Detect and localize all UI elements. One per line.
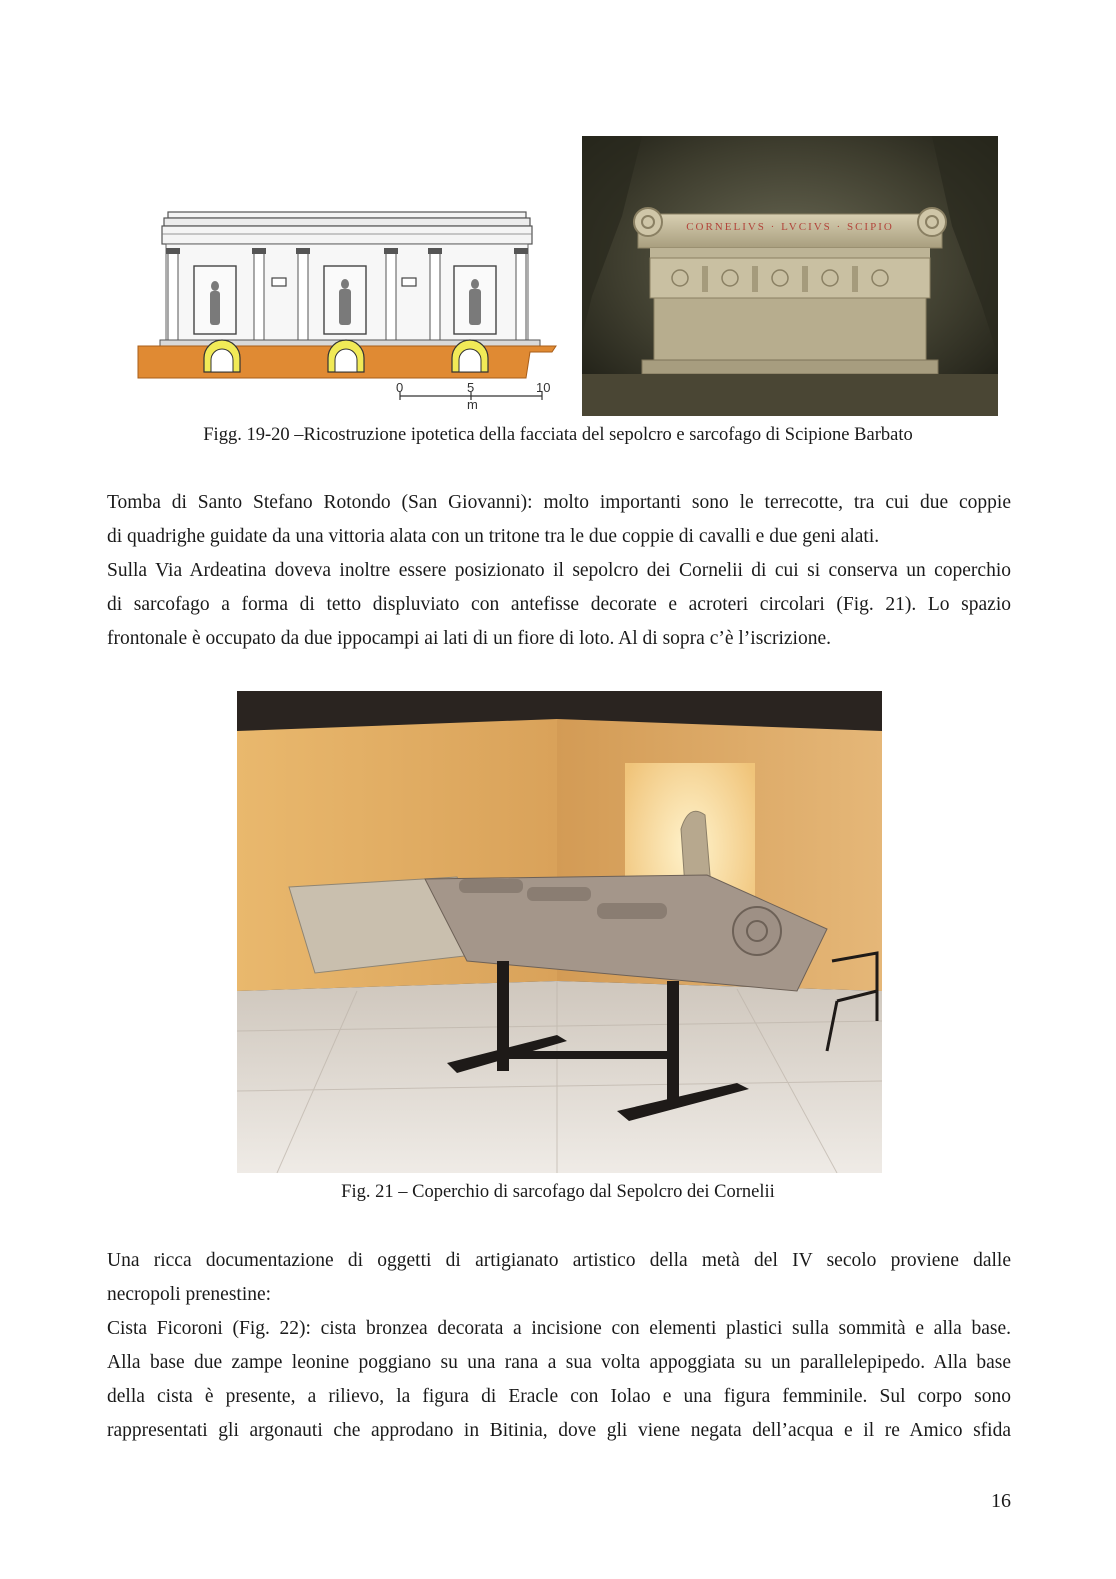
page-number: 16 xyxy=(991,1490,1011,1512)
paragraph-prenestine xyxy=(107,1244,1011,1448)
paragraph-line: Tomba di Santo Stefano Rotondo (San Giovanni): molto importanti sono le terrecotte, tra cui due coppie xyxy=(107,492,1011,513)
scale-label-5: 5 xyxy=(467,380,475,395)
caption-figures-19-20: Figg. 19-20 –Ricostruzione ipotetica della facciata del sepolcro e sarcofago di Scipione Barbato xyxy=(203,425,913,445)
paragraph-line: di quadrighe guidate da una vittoria alata con un tritone tra le due coppie di cavalli e due geni alati. xyxy=(107,526,880,547)
sarcophagus-photo-image xyxy=(582,136,998,416)
figure-20-sarcophagus-photo xyxy=(582,136,998,416)
paragraph-line: della cista è presente, a rilievo, la figura di Eracle con Iolao e una figura femminile. Sul corpo sono xyxy=(107,1386,1011,1407)
caption-figure-21: Fig. 21 – Coperchio di sarcofago dal Sepolcro dei Cornelii xyxy=(341,1182,775,1202)
paragraph-line: rappresentati gli argonauti che approdano in Bitinia, dove gli viene negata dell’acqua e il re Amico sfida xyxy=(107,1420,1011,1441)
paragraph-line: frontonale è occupato da due ippocampi ai lati di un fiore di loto. Al di sopra c’è l’iscrizione. xyxy=(107,628,831,649)
figure-21-sarcophagus-lid-photo xyxy=(237,691,882,1173)
figure-19-facade-drawing xyxy=(130,200,575,415)
paragraph-line: Sulla Via Ardeatina doveva inoltre essere posizionato il sepolcro dei Cornelii di cui si conserva un coperchio xyxy=(107,560,1011,581)
paragraph-line: di sarcofago a forma di tetto displuviato con antefisse decorate e acroteri circolari (Fig. 21). Lo spazio xyxy=(107,594,1011,615)
paragraph-line: necropoli prenestine: xyxy=(107,1284,272,1305)
scale-label-10: 10 xyxy=(536,380,551,395)
sarcophagus-lid-photo-image xyxy=(237,691,882,1173)
sarcophagus-inscription: CORNELIVS · LVCIVS · SCIPIO xyxy=(686,221,894,233)
paragraph-line: Alla base due zampe leonine poggiano su una rana a sua volta appoggiata su un parallelepipedo. Alla base xyxy=(107,1352,1011,1373)
facade-reconstruction-image xyxy=(130,200,575,415)
scale-bar xyxy=(396,380,550,412)
scale-unit: m xyxy=(467,397,478,412)
paragraph-line: Cista Ficoroni (Fig. 22): cista bronzea decorata a incisione con elementi plastici sulla sommità e alla base. xyxy=(107,1318,1011,1339)
paragraph-line: Una ricca documentazione di oggetti di artigianato artistico della metà del IV secolo proviene dalle xyxy=(107,1250,1011,1271)
paragraph-tombs xyxy=(107,486,1011,656)
scale-label-0: 0 xyxy=(396,380,404,395)
